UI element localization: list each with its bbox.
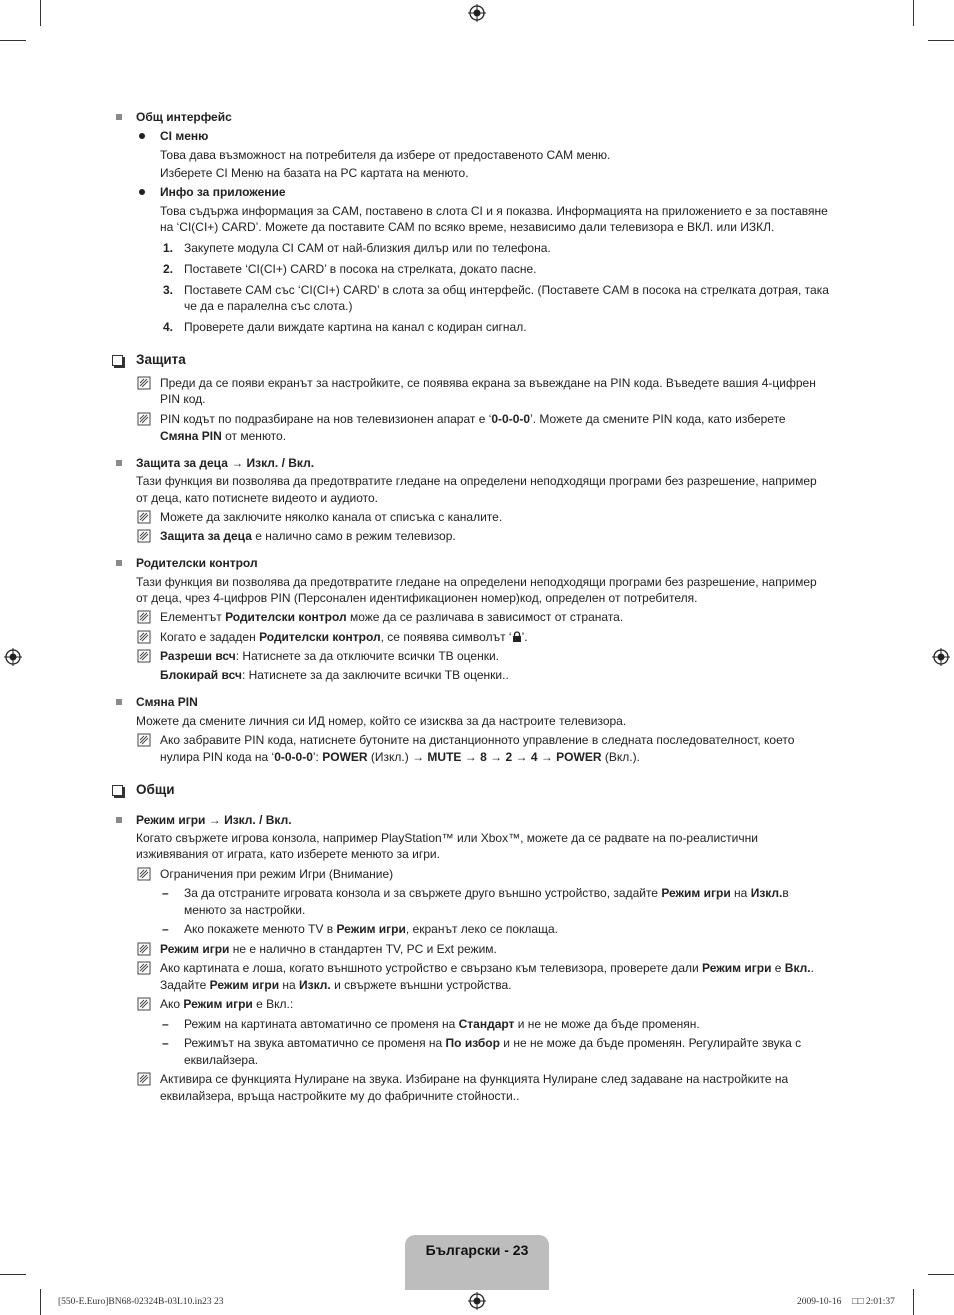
security-note: PIN кодът по подразбиране на нов телевизионен апарат е ‘0-0-0-0’. Можете да смените PIN кода, като изберете	[160, 412, 786, 426]
game-mode-note: Режим игри не е налично в стандартен TV, PC и Ext режим.	[160, 942, 497, 956]
change-pin-text: Можете да смените личния си ИД номер, който се изисква за да настроите телевизора.	[136, 714, 627, 728]
ci-info-text: Това съдържа информация за CAM, поставено в слота CI и я показва. Информацията на приложението е за поставяне	[160, 204, 828, 218]
parental-note: Разреши всч: Натиснете за да отключите всички ТВ оценки.	[160, 649, 500, 663]
note-icon	[137, 997, 151, 1011]
dash-bullet: –	[162, 886, 169, 900]
crop-mark	[0, 1274, 26, 1275]
game-mode-note: Задайте Режим игри на Изкл. и свържете външни устройства.	[160, 978, 512, 992]
step-text: че да е паралелна със слота.)	[184, 299, 353, 313]
game-mode-dash: менюто за настройки.	[184, 903, 306, 917]
child-lock-note: Защита за деца е налично само в режим телевизор.	[160, 529, 456, 543]
section-checkbox-icon	[112, 785, 123, 796]
game-mode-note: Активира се функцията Нулиране на звука. Избиране на функцията Нулиране след задаване на настройките на	[160, 1072, 789, 1086]
bullet-icon	[139, 133, 145, 139]
crop-mark	[40, 1289, 41, 1315]
square-bullet-icon	[116, 460, 122, 466]
note-icon	[137, 412, 151, 426]
page-number-label: Български - 23	[425, 1242, 529, 1258]
game-mode-text: Когато свържете игрова конзола, например PlayStation™ или Xbox™, можете да се радвате на по-реалистични	[136, 831, 758, 845]
step-number: 2.	[163, 262, 174, 276]
child-lock-note: Можете да заключите няколко канала от списъка с каналите.	[160, 510, 503, 524]
ci-info-title: Инфо за приложение	[160, 185, 286, 199]
child-lock-text: от деца, като потиснете видеото и аудиото.	[136, 491, 378, 505]
note-icon	[137, 376, 151, 390]
security-note: Преди да се появи екранът за настройките, се появява екрана за въвеждане на PIN кода. Въведете вашия 4-цифрен	[160, 376, 816, 390]
square-bullet-icon	[116, 817, 122, 823]
change-pin-title: Смяна PIN	[136, 695, 198, 709]
note-icon	[137, 1072, 151, 1086]
note-icon	[137, 630, 151, 644]
parental-note: Блокирай всч: Натиснете за да заключите всички ТВ оценки..	[160, 668, 509, 682]
change-pin-note: нулира PIN кода на ‘0-0-0-0’: POWER (Изкл.) → MUTE → 8 → 2 → 4 → POWER (Вкл.).	[160, 750, 640, 764]
registration-mark-icon	[932, 648, 950, 666]
dash-bullet: –	[162, 1017, 169, 1031]
note-icon	[137, 610, 151, 624]
game-mode-note: Ако картината е лоша, когато външното устройство е свързано към телевизора, проверете дали Режим игри е Вкл..	[160, 961, 814, 975]
footer-date: 2009-10-16	[797, 1297, 842, 1307]
registration-mark-icon	[468, 4, 486, 22]
bullet-icon	[139, 189, 145, 195]
note-icon	[137, 942, 151, 956]
step-text: Проверете дали виждате картина на канал с кодиран сигнал.	[184, 320, 527, 334]
footer-time: □□ 2:01:37	[852, 1297, 895, 1307]
step-text: Закупете модула CI CAM от най-близкия дилър или по телефона.	[184, 241, 551, 255]
game-mode-dash: Режимът на звука автоматично се променя на По избор и не не може да бъде променян. Регулирайте звука с	[184, 1036, 802, 1050]
parental-text: от деца, чрез 4-цифров PIN (Персонален идентификационен номер)код, определен от потребителя.	[136, 591, 698, 605]
game-mode-note: Ако Режим игри е Вкл.:	[160, 997, 294, 1011]
dash-bullet: –	[162, 922, 169, 936]
parental-note: Когато е зададен Родителски контрол, се появява символът ‘ ’.	[160, 630, 528, 644]
step-number: 1.	[163, 241, 174, 255]
step-number: 4.	[163, 320, 174, 334]
parental-title: Родителски контрол	[136, 556, 258, 570]
note-icon	[137, 961, 151, 975]
dash-bullet: –	[162, 1036, 169, 1050]
game-mode-text: изживявания от играта, като изберете менюто за игри.	[136, 847, 440, 861]
security-note: Смяна PIN от менюто.	[160, 429, 287, 443]
note-icon	[137, 867, 151, 881]
game-mode-dash: Режим на картината автоматично се променя на Стандарт и не не може да бъде променян.	[184, 1017, 700, 1031]
note-icon	[137, 510, 151, 524]
crop-mark	[0, 40, 26, 41]
square-bullet-icon	[116, 699, 122, 705]
game-mode-title: Режим игри → Изкл. / Вкл.	[136, 813, 292, 827]
ci-menu-title: CI меню	[160, 129, 209, 143]
step-text: Поставете CAM със ‘CI(CI+) CARD’ в слота за общ интерфейс. (Поставете CAM в посока на стрелката дотрая, така	[184, 283, 829, 297]
game-mode-dash: За да отстраните игровата конзола и за свържете друго външно устройство, задайте Режим игри на Изкл.в	[184, 886, 789, 900]
general-title: Общи	[136, 782, 175, 797]
note-icon	[137, 649, 151, 663]
change-pin-note: Ако забравите PIN кода, натиснете бутоните на дистанционното управление в следната последователност, което	[160, 733, 795, 747]
ci-info-text: на ‘CI(CI+) CARD’. Можете да поставите CAM по всяко време, независимо дали телевизора е ВКЛ. или ИЗКЛ.	[160, 220, 775, 234]
lock-icon	[512, 631, 522, 642]
ci-menu-text: Изберете CI Меню на базата на PC картата на менюто.	[160, 166, 469, 180]
registration-mark-icon	[468, 1292, 486, 1310]
square-bullet-icon	[116, 560, 122, 566]
security-title: Защита	[136, 352, 186, 367]
security-note: PIN код.	[160, 392, 206, 406]
step-text: Поставете ‘CI(CI+) CARD’ в посока на стрелката, докато пасне.	[184, 262, 537, 276]
game-mode-note: Ограничения при режим Игри (Внимание)	[160, 867, 394, 881]
crop-mark	[928, 40, 954, 41]
crop-mark	[913, 1289, 914, 1315]
square-bullet-icon	[116, 114, 122, 120]
crop-mark	[913, 0, 914, 26]
crop-mark	[928, 1274, 954, 1275]
note-icon	[137, 733, 151, 747]
game-mode-dash: еквилайзера.	[184, 1053, 259, 1067]
note-icon	[137, 529, 151, 543]
ci-menu-text: Това дава възможност на потребителя да избере от предоставеното CAM меню.	[160, 148, 611, 162]
parental-text: Тази функция ви позволява да предотвратите гледане на определени неподходящи програми без разрешение, например	[136, 575, 817, 589]
step-number: 3.	[163, 283, 174, 297]
ci-title: Общ интерфейс	[136, 110, 232, 124]
child-lock-text: Тази функция ви позволява да предотвратите гледане на определени неподходящи програми без разрешение, например	[136, 474, 817, 488]
game-mode-dash: Ако покажете менюто TV в Режим игри, екранът леко се поклаща.	[184, 922, 558, 936]
footer-file-info: [550-E.Euro]BN68-02324B-03L10.in23 23	[58, 1297, 224, 1307]
crop-mark	[40, 0, 41, 26]
child-lock-title: Защита за деца → Изкл. / Вкл.	[136, 456, 315, 470]
game-mode-note: еквилайзера, връща настройките му до фабричните стойности..	[160, 1089, 520, 1103]
parental-note: Елементът Родителски контрол може да се различава в зависимост от страната.	[160, 610, 624, 624]
registration-mark-icon	[4, 648, 22, 666]
section-checkbox-icon	[112, 355, 123, 366]
